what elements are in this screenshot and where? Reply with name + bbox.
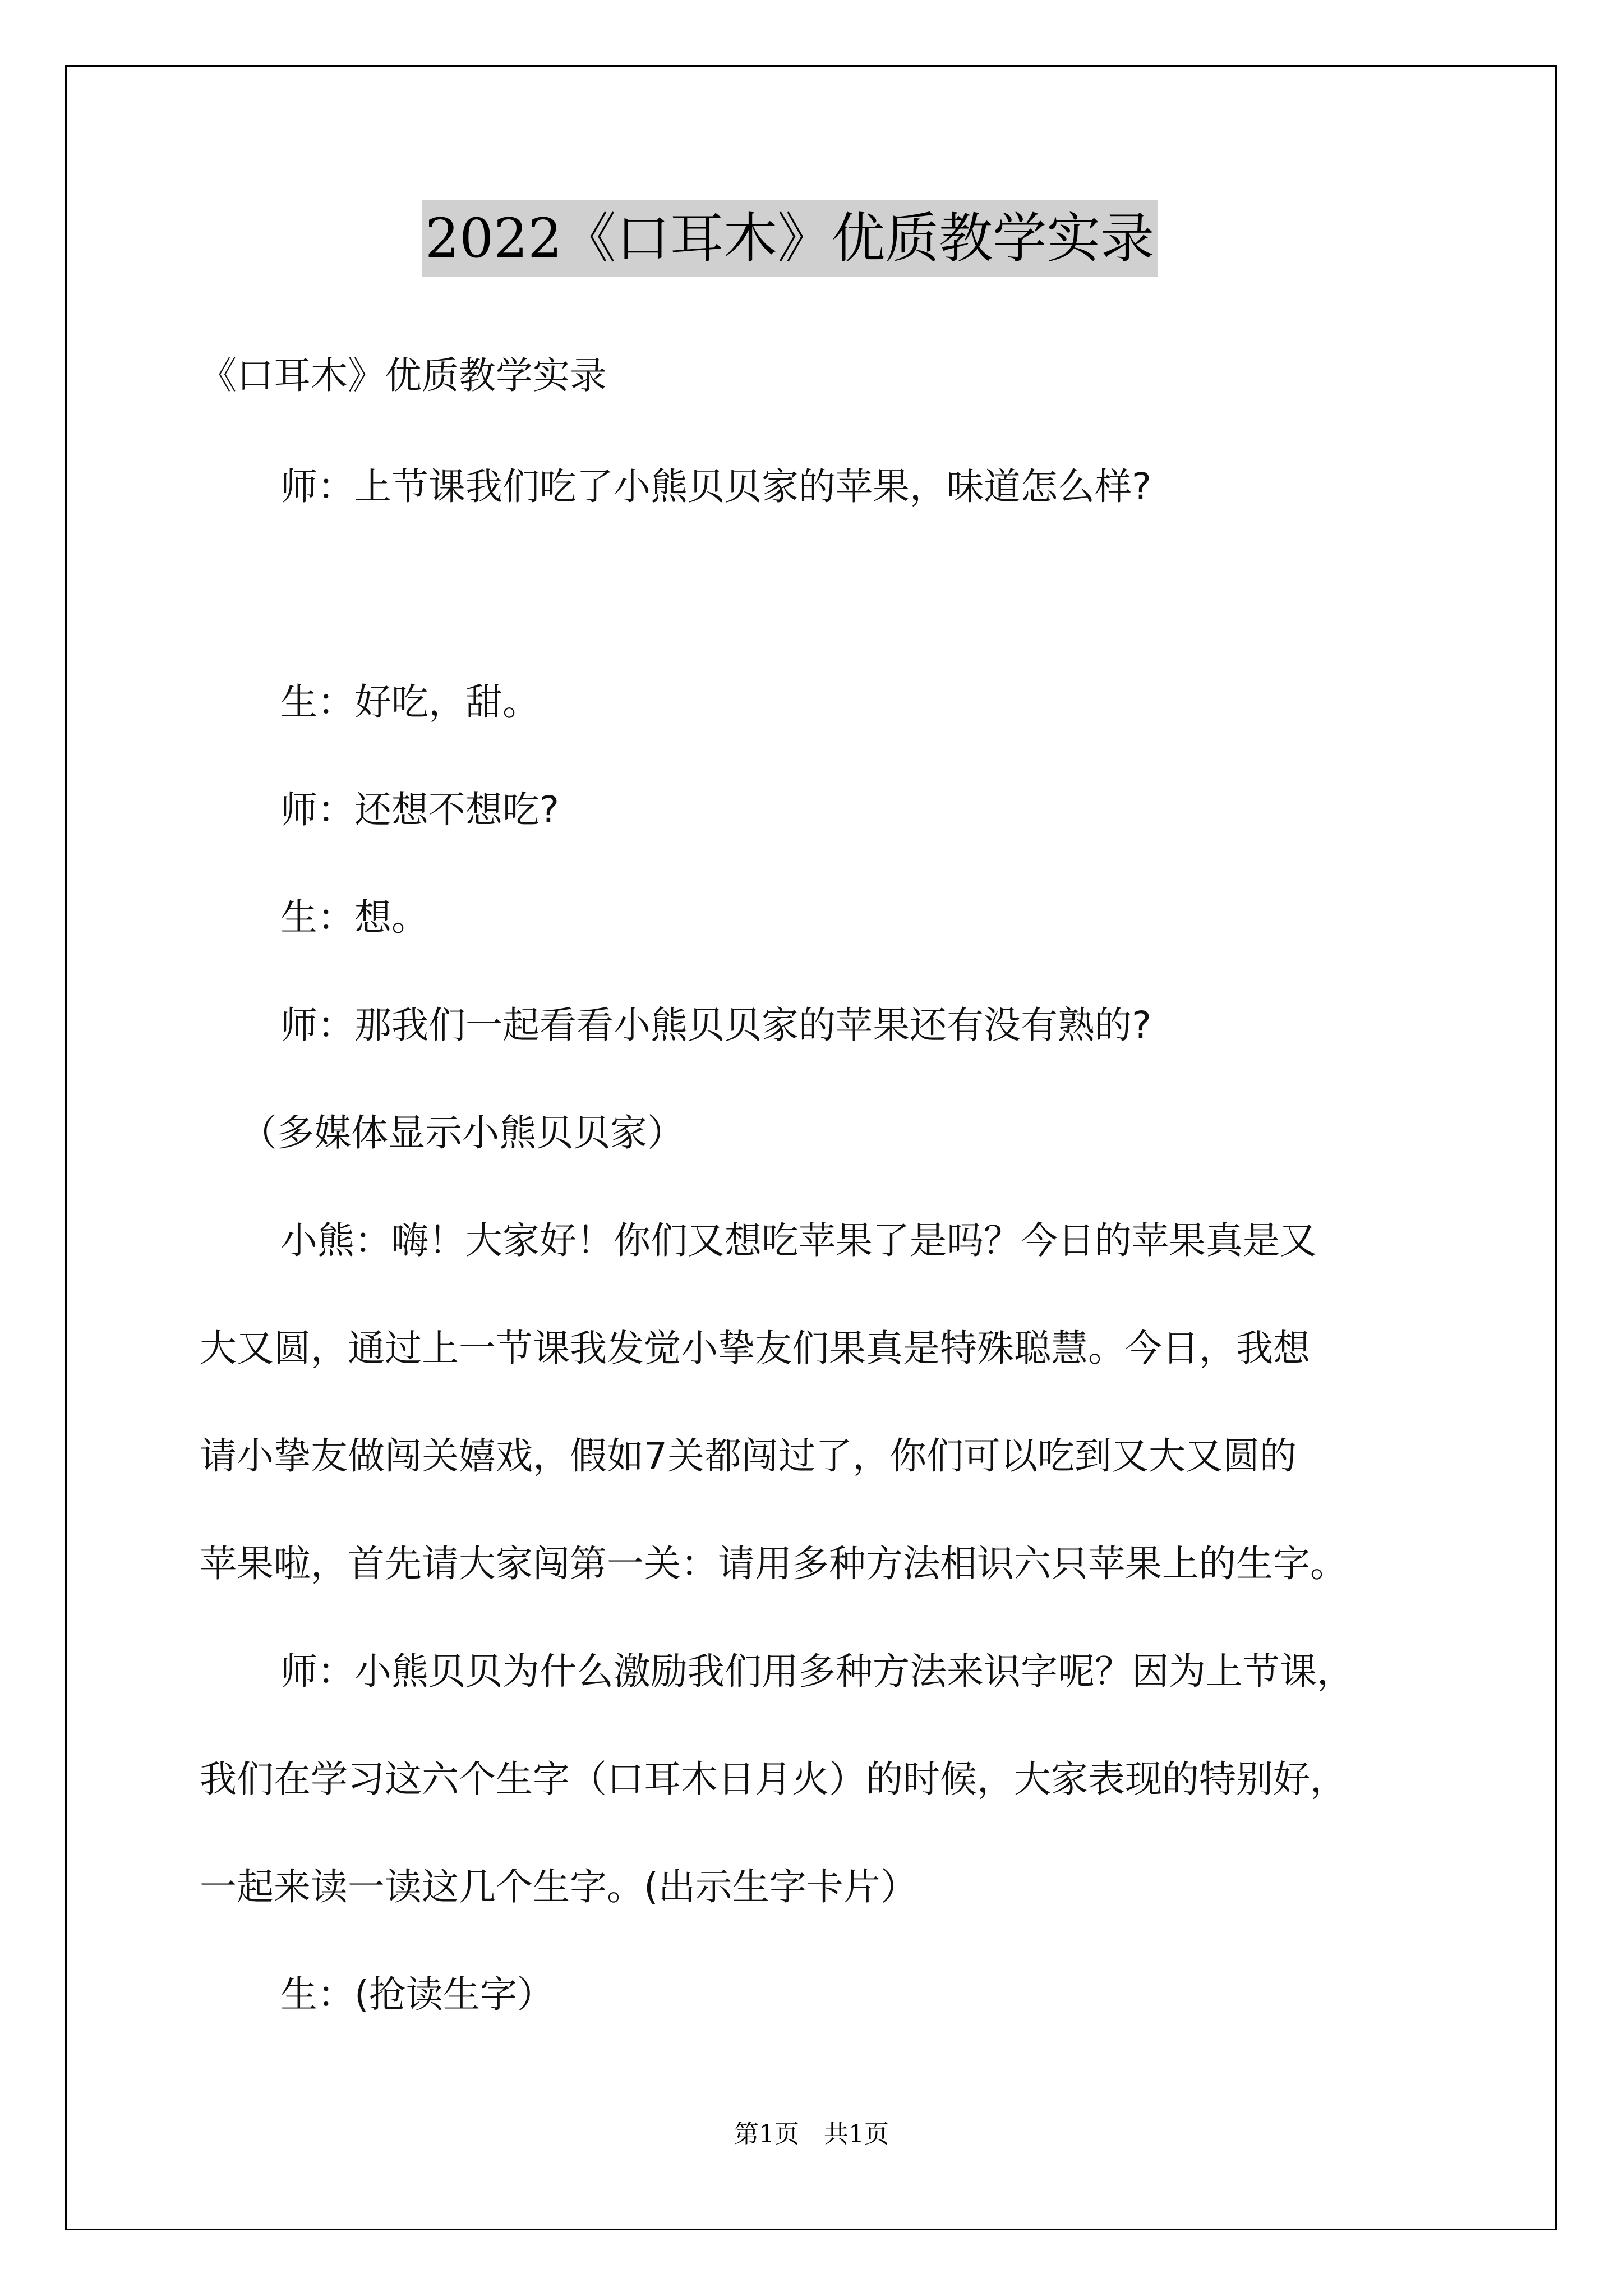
paragraph-continuation: 苹果啦，首先请大家闯第一关：请用多种方法相识六只苹果上的生字。 [200, 1542, 1347, 1585]
paragraph: （多媒体显示小熊贝贝家） [240, 1111, 684, 1154]
paragraph-continuation: 请小挚友做闯关嬉戏，假如7关都闯过了，你们可以吃到又大又圆的 [200, 1434, 1297, 1478]
paragraph-continuation: 一起来读一读这几个生字。(出示生字卡片） [200, 1865, 917, 1908]
paragraph: 生：(抢读生字） [280, 1973, 554, 2016]
paragraph-continuation: 大又圆，通过上一节课我发觉小挚友们果真是特殊聪慧。今日，我想 [200, 1327, 1310, 1370]
document-title: 2022《口耳木》优质教学实录 [422, 200, 1158, 277]
paragraph: 小熊：嗨！大家好！你们又想吃苹果了是吗？今日的苹果真是又 [280, 1219, 1317, 1262]
paragraph: 师：上节课我们吃了小熊贝贝家的苹果，味道怎么样? [280, 465, 1152, 508]
paragraph: 师：小熊贝贝为什么激励我们用多种方法来识字呢？因为上节课， [280, 1650, 1354, 1693]
paragraph: 生：想。 [280, 896, 428, 939]
page-number: 第1页 共1页 [734, 2120, 889, 2148]
paragraph: 生：好吃，甜。 [280, 680, 540, 724]
document-subtitle: 《口耳木》优质教学实录 [200, 354, 607, 397]
paragraph-continuation: 我们在学习这六个生字（口耳木日月火）的时候，大家表现的特别好， [200, 1757, 1347, 1801]
paragraph: 师：那我们一起看看小熊贝贝家的苹果还有没有熟的? [280, 1004, 1152, 1047]
paragraph: 师：还想不想吃? [280, 788, 560, 831]
